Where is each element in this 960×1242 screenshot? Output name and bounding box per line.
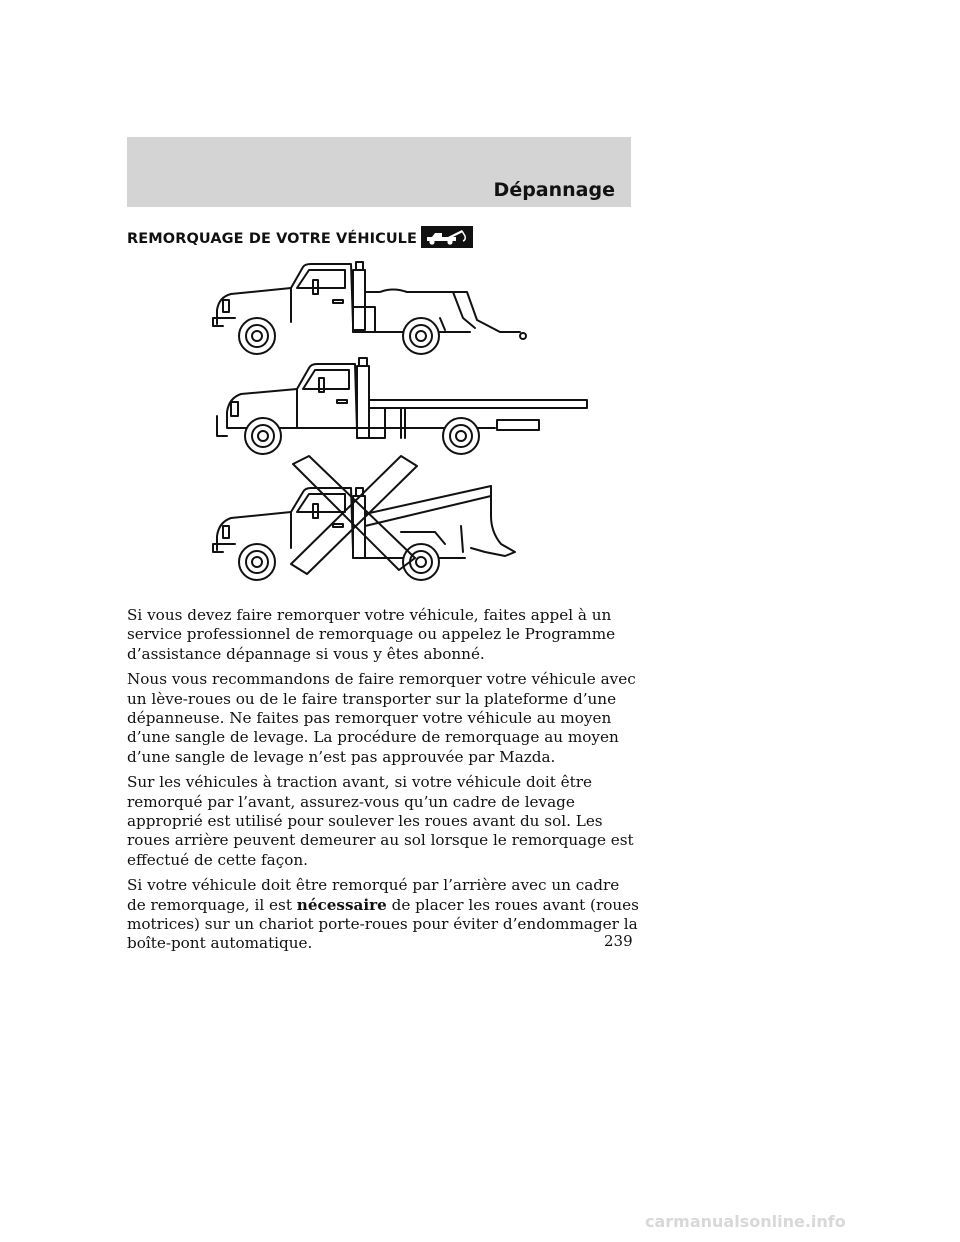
header-band (127, 137, 631, 207)
body-text (127, 606, 642, 960)
wheel-lift-tow-truck-illustration (213, 262, 526, 354)
page-header-title: Dépannage (493, 179, 615, 201)
section-heading (127, 226, 473, 252)
tow-truck-icon (421, 226, 473, 252)
paragraph-2: Nous vous recommandons de faire remorquer votre véhicule avec un lève-roues ou de le faire transporter sur la plateforme d’une dépanneuse. Ne faites pas remorquer votre véhicule au moyen d’une sangle de levage. La procédure de remorquage au moyen d’une sangle de levage n’est pas approuvée par Mazda. (127, 670, 636, 766)
paragraph-3: Sur les véhicules à traction avant, si votre véhicule doit être remorqué par l’avant, assurez-vous qu’un cadre de levage approprié est utilisé pour soulever les roues avant du sol. Les roues arrière peuvent demeurer au sol lorsque le remorquage est effectué de cette façon. (127, 773, 634, 869)
watermark: carmanualsonline.info (645, 1212, 846, 1231)
section-heading-text: REMORQUAGE DE VOTRE VÉHICULE (127, 231, 418, 247)
paragraph-4-emphasis: nécessaire (296, 895, 387, 914)
paragraph-1: Si vous devez faire remorquer votre véhicule, faites appel à un service professionnel de remorquage ou appelez le Programme d’assistance dépannage si vous y êtes abonné. (127, 606, 616, 663)
paragraph-4-end: de placer les roues avant (roues motrices) sur un chariot porte-roues pour éviter d’endommager la boîte-pont automatique. (127, 895, 639, 953)
paragraph-4-start: Si votre véhicule doit être remorqué par l’arrière avec un cadre de remorquage, il est (127, 876, 620, 914)
flatbed-tow-truck-illustration (217, 358, 587, 454)
paragraph-4 (127, 876, 642, 953)
towing-methods-illustration (205, 252, 600, 601)
page-number: 239 (604, 932, 633, 950)
sling-tow-truck-illustration (213, 486, 515, 580)
